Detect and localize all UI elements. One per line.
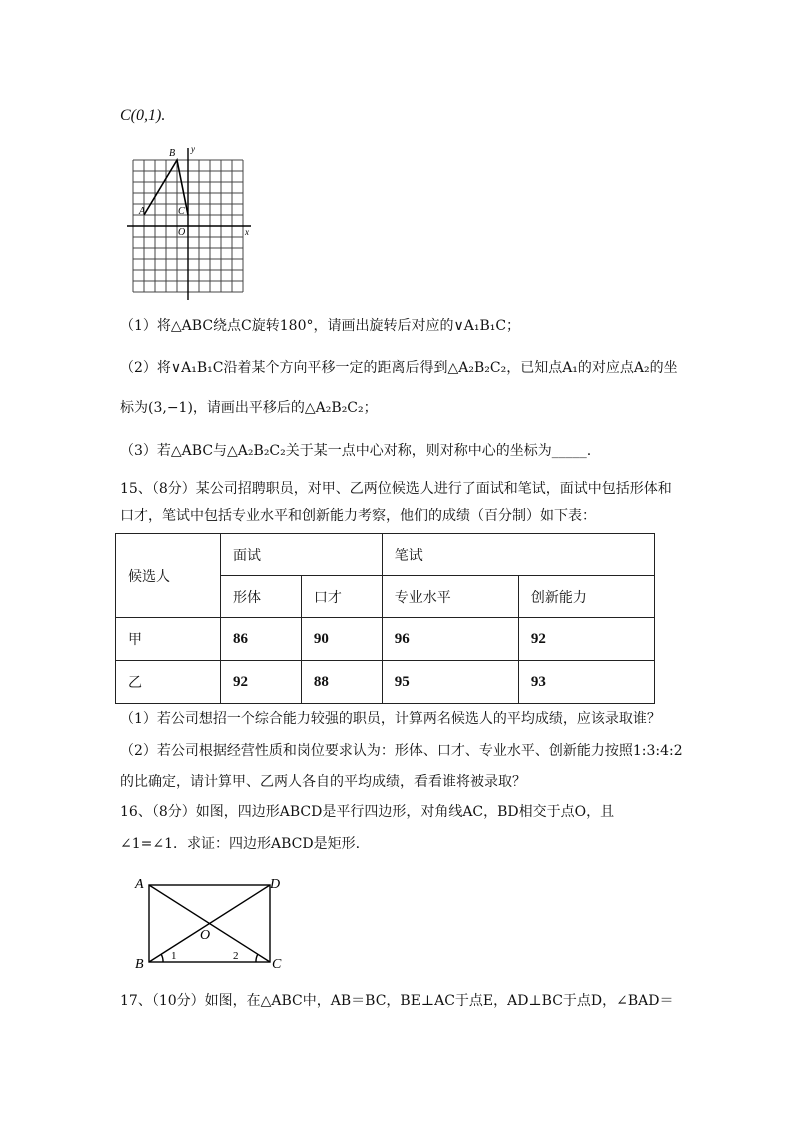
row-name: 甲 — [116, 618, 221, 661]
angle-2-arc — [256, 954, 258, 962]
table-row — [116, 661, 655, 704]
q16-line1: 16、（8分）如图，四边形ABCD是平行四边形，对角线AC，BD相交于点O，且 — [120, 804, 615, 820]
table-row — [116, 618, 655, 661]
q15-question2-line1: （2）若公司根据经营性质和岗位要求认为：形体、口才、专业水平、创新能力按照1:3:4:2 — [120, 743, 683, 759]
score-cell: 92 — [518, 618, 654, 661]
score-cell: 86 — [221, 618, 302, 661]
q15-line2: 口才，笔试中包括专业水平和创新能力考察，他们的成绩（百分制）如下表： — [120, 508, 596, 524]
label-a: A — [135, 877, 144, 892]
score-cell: 95 — [382, 661, 518, 704]
score-cell: 88 — [301, 661, 382, 704]
angle-1-arc — [161, 954, 163, 962]
subheader-physique: 形体 — [221, 576, 302, 618]
subheader-eloquence: 口才 — [301, 576, 382, 618]
label-angle-1: 1 — [171, 950, 177, 962]
score-cell: 93 — [518, 661, 654, 704]
q15-question2-line2: 的比确定，请计算甲、乙两人各自的平均成绩，看看谁将被录取？ — [120, 774, 526, 790]
label-x: x — [245, 227, 249, 237]
q15-question1: （1）若公司想招一个综合能力较强的职员，计算两名候选人的平均成绩，应该录取谁？ — [120, 711, 661, 727]
q14-part2-line2: 标为(3,−1)，请画出平移后的△A₂B₂C₂； — [120, 400, 378, 416]
label-o: O — [178, 227, 186, 238]
q14-part1: （1）将△ABC绕点C旋转180°，请画出旋转后对应的∨A₁B₁C； — [120, 318, 521, 334]
subheader-professional: 专业水平 — [382, 576, 518, 618]
score-cell: 92 — [221, 661, 302, 704]
rectangle-figure — [125, 870, 295, 975]
label-d: D — [270, 877, 281, 892]
scores-table — [115, 533, 655, 704]
label-y: y — [191, 144, 195, 154]
q15-line1: 15、（8分）某公司招聘职员，对甲、乙两位候选人进行了面试和笔试，面试中包括形体和 — [120, 481, 672, 497]
row-name: 乙 — [116, 661, 221, 704]
label-c: C — [178, 206, 185, 217]
label-o: O — [200, 928, 211, 943]
subheader-innovation: 创新能力 — [518, 576, 654, 618]
header-candidate: 候选人 — [116, 534, 221, 618]
label-a: A — [139, 206, 146, 217]
top-fragment: C(0,1). — [120, 107, 166, 124]
q17-line1: 17、（10分）如图，在△ABC中，AB＝BC，BE⊥AC于点E，AD⊥BC于点D，∠BAD＝ — [120, 993, 674, 1009]
label-b: B — [169, 148, 176, 159]
score-cell: 90 — [301, 618, 382, 661]
coordinate-grid-figure — [125, 140, 255, 300]
header-interview: 面试 — [221, 534, 383, 576]
q16-line2: ∠1=∠1．求证：四边形ABCD是矩形. — [120, 836, 361, 852]
q14-part2-line1: （2）将∨A₁B₁C沿着某个方向平移一定的距离后得到△A₂B₂C₂，已知点A₁的对应点A₂的坐 — [120, 360, 678, 376]
q14-part3: （3）若△ABC与△A₂B₂C₂关于某一点中心对称，则对称中心的坐标为_____. — [120, 443, 592, 459]
score-cell: 96 — [382, 618, 518, 661]
label-b: B — [135, 957, 144, 972]
label-c: C — [272, 957, 282, 972]
header-written: 笔试 — [382, 534, 654, 576]
label-angle-2: 2 — [233, 950, 239, 962]
